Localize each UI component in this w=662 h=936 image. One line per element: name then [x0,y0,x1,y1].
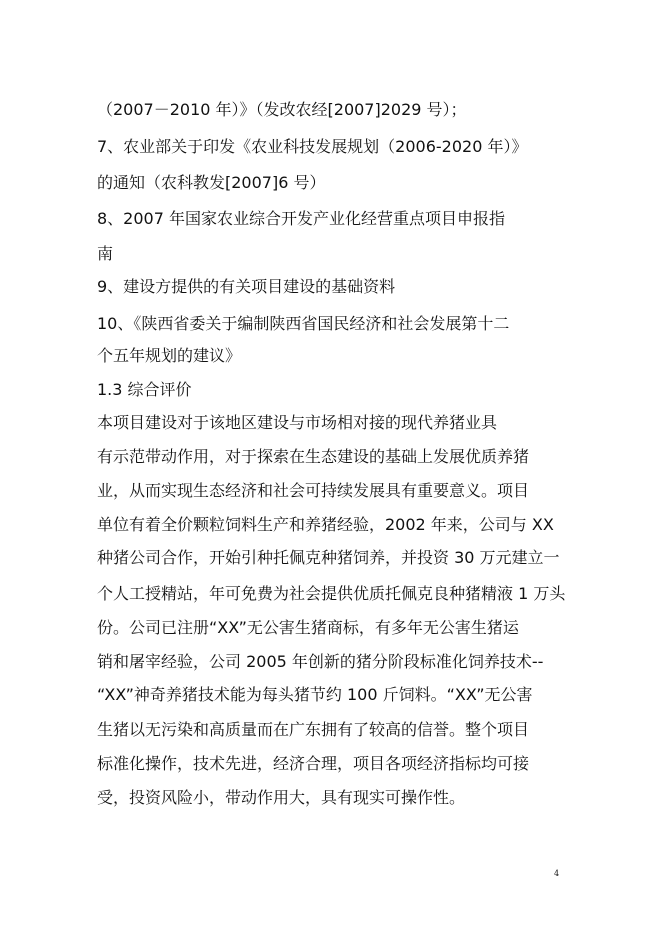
text-line: 销和屠宰经验，公司 2005 年创新的猪分阶段标准化饲养技术-- [97,652,544,671]
text-line: （2007－2010 年）》（发改农经[2007]2029 号）； [97,100,467,119]
text-line: 有示范带动作用，对于探索在生态建设的基础上发展优质养猪 [97,447,530,466]
text-line: 7、农业部关于印发《农业科技发展规划（2006-2020 年）》 [97,137,528,156]
text-line: 标准化操作，技术先进，经济合理，项目各项经济指标均可接 [97,754,530,773]
text-line: 本项目建设对于该地区建设与市场相对接的现代养猪业具 [97,413,498,432]
text-line: 9、建设方提供的有关项目建设的基础资料 [97,277,396,296]
section-heading: 1.3 综合评价 [97,380,192,399]
text-line: 的通知（农科教发[2007]6 号） [97,173,326,192]
text-line: 单位有着全价颗粒饲料生产和养猪经验，2002 年来，公司与 XX [97,515,554,534]
text-line: 份。公司已注册“XX”无公害生猪商标，有多年无公害生猪运 [97,618,519,637]
text-line: 8、2007 年国家农业综合开发产业化经营重点项目申报指 [97,209,505,228]
text-line: 业，从而实现生态经济和社会可持续发展具有重要意义。项目 [97,481,530,500]
text-line: 受，投资风险小，带动作用大，具有现实可操作性。 [97,788,466,807]
text-line: 个五年规划的建议》 [97,346,242,365]
text-line: “XX”神奇养猪技术能为每头猪节约 100 斤饲料。“XX”无公害 [97,685,533,704]
text-line: 个人工授精站，年可免费为社会提供优质托佩克良种猪精液 1 万头 [97,584,566,603]
text-line: 南 [97,244,114,263]
text-line: 种猪公司合作，开始引种托佩克种猪饲养，并投资 30 万元建立一 [97,548,560,567]
text-line: 生猪以无污染和高质量而在广东拥有了较高的信誉。整个项目 [97,720,530,739]
text-line: 10、《陕西省委关于编制陕西省国民经济和社会发展第十二 [97,314,510,333]
page-number: 4 [554,869,560,878]
